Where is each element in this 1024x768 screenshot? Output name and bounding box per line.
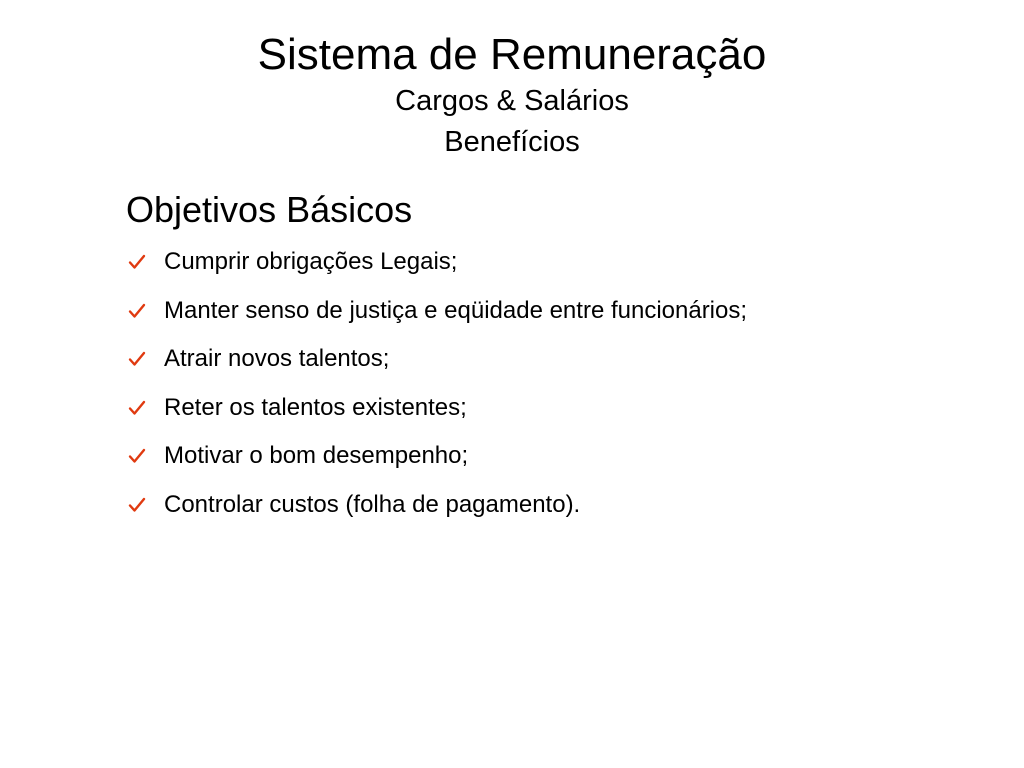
list-item-text: Cumprir obrigações Legais; [164, 248, 458, 276]
list-item-text: Controlar custos (folha de pagamento). [164, 490, 581, 518]
list-item-text: Reter os talentos existentes; [164, 393, 467, 421]
content-area [126, 186, 986, 529]
list-item [127, 238, 986, 287]
list-item-text: Motivar o bom desempenho; [164, 442, 469, 470]
title-block [0, 29, 1024, 163]
slide-title: Sistema de Remuneração [257, 30, 767, 79]
bullet-list [126, 238, 986, 529]
list-item [127, 432, 986, 481]
slide-subtitle-cargos: Cargos & Salários [395, 85, 629, 117]
list-item [127, 384, 986, 433]
list-item-text: Atrair novos talentos; [164, 345, 390, 373]
check-icon [127, 398, 147, 418]
check-icon [127, 446, 147, 466]
section-heading: Objetivos Básicos [126, 189, 413, 230]
slide-subtitle-beneficios: Benefícios [444, 126, 580, 158]
check-icon [127, 301, 147, 321]
list-item [127, 481, 986, 530]
check-icon [127, 349, 147, 369]
list-item-text: Manter senso de justiça e eqüidade entre funcionários; [164, 296, 748, 324]
list-item [127, 287, 986, 336]
check-icon [127, 252, 147, 272]
check-icon [127, 495, 147, 515]
list-item [127, 335, 986, 384]
